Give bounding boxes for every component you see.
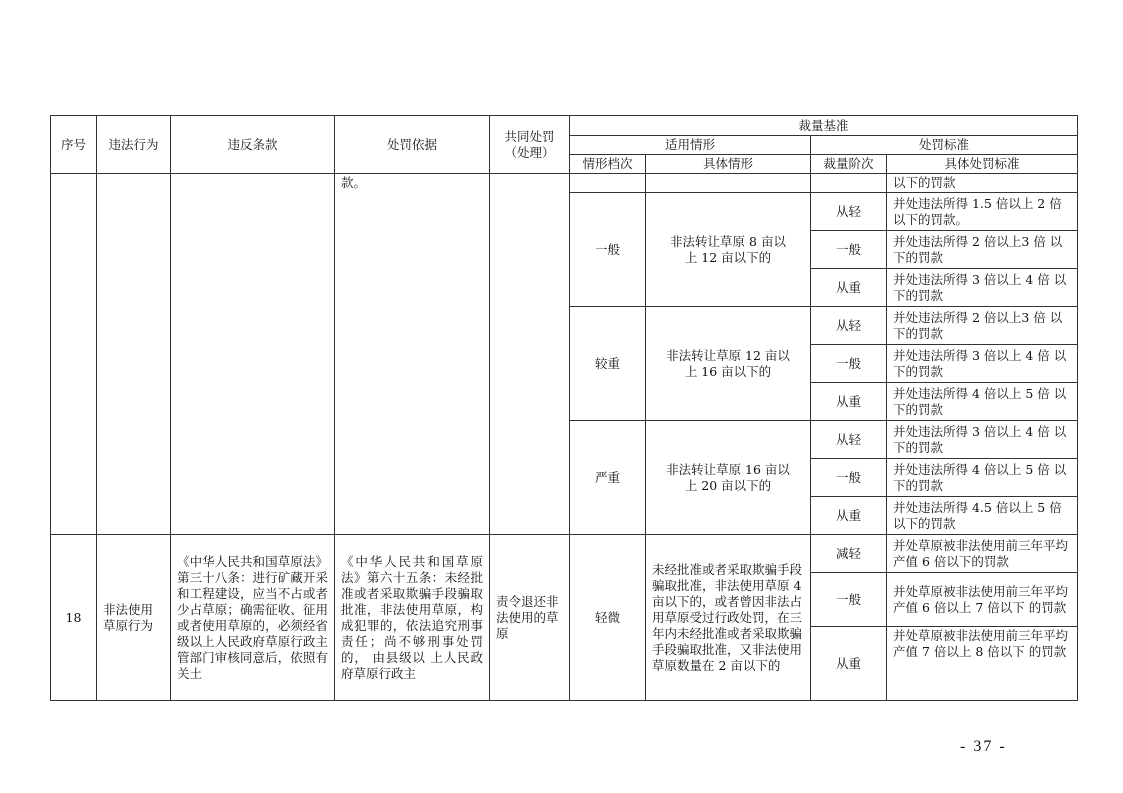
header-row-1: [51, 116, 1078, 136]
detail-cell: 并处违法所得 3 倍以上 4 倍 以下的罚款: [887, 421, 1078, 459]
cont-stage-cell: [811, 174, 887, 193]
header-situation: 具体情形: [646, 155, 811, 174]
cont-level-cell: [570, 174, 646, 193]
header-discretion: 裁量基准: [570, 116, 1078, 136]
situation-line: 上 16 亩以下的: [684, 363, 772, 379]
header-level: 情形档次: [570, 155, 646, 174]
detail-cell: 并处违法所得 3 倍以上 4 倍 以下的罚款: [887, 269, 1078, 307]
detail-cell: 并处违法所得 2 倍以上3 倍 以下的罚款: [887, 307, 1078, 345]
level-cell: 一般: [570, 193, 646, 307]
header-joint-line1: 共同处罚: [504, 128, 555, 144]
stage-cell: 一般: [811, 459, 887, 497]
detail-cell: 并处违法所得 4.5 倍以上 5 倍 以下的罚款: [887, 497, 1078, 535]
cont-joint-cell: [490, 174, 570, 535]
header-joint-line2: （处理）: [504, 144, 555, 160]
header-detail: 具体处罚标准: [887, 155, 1078, 174]
item18-basis: 《中华人民共和国草原法》第六十五条：未经批准或者采取欺骗手段骗取批准，非法使用草原，构成犯罪的，依法追究刑事责任；尚不够刑事处罚的， 由县级以 上人民政府草原行政主: [335, 535, 490, 701]
header-joint: [490, 116, 570, 174]
item18-clause: 《中华人民共和国草原法》第三十八条：进行矿藏开采和工程建设，应当不占或者少占草原；确需征收、征用或者使用草原的，必须经省级以上人民政府草原行政主管部门审核同意后，依照有关土: [171, 535, 335, 701]
stage-cell: 从重: [811, 627, 887, 701]
situation-line: 上 12 亩以下的: [684, 249, 772, 265]
detail-cell: 并处草原被非法使用前三年平均产值 6 倍以下的罚款: [887, 535, 1078, 573]
stage-cell: 一般: [811, 345, 887, 383]
situation-cell: [646, 421, 811, 535]
header-stage: 裁量阶次: [811, 155, 887, 174]
situation-line: 非法转让草原 8 亩以: [670, 233, 786, 249]
header-applicable: 适用情形: [570, 136, 811, 155]
header-clause: 违反条款: [171, 116, 335, 174]
stage-cell: 一般: [811, 573, 887, 627]
header-act: 违法行为: [97, 116, 171, 174]
cont-situation-cell: [646, 174, 811, 193]
item18-act: 非法使用草原行为: [97, 535, 171, 701]
stage-cell: 从重: [811, 269, 887, 307]
table-row: [51, 535, 1078, 573]
detail-cell: 并处草原被非法使用前三年平均产值 6 倍以上 7 倍以下 的罚款: [887, 573, 1078, 627]
stage-cell: 减轻: [811, 535, 887, 573]
penalty-discretion-table: [50, 115, 1078, 701]
header-standard: 处罚标准: [811, 136, 1078, 155]
detail-cell: 并处违法所得 4 倍以上 5 倍 以下的罚款: [887, 459, 1078, 497]
stage-cell: 从轻: [811, 307, 887, 345]
detail-cell: 并处草原被非法使用前三年平均产值 7 倍以上 8 倍以下 的罚款: [887, 627, 1078, 701]
header-basis: 处罚依据: [335, 116, 490, 174]
table-row: [51, 174, 1078, 193]
detail-cell: 并处违法所得 3 倍以上 4 倍 以下的罚款: [887, 345, 1078, 383]
stage-cell: 从重: [811, 497, 887, 535]
level-cell: 较重: [570, 307, 646, 421]
situation-line: 非法转让草原 12 亩以: [666, 347, 790, 363]
header-seq: 序号: [51, 116, 97, 174]
stage-cell: 一般: [811, 231, 887, 269]
stage-cell: 从轻: [811, 421, 887, 459]
cont-clause-cell: [171, 174, 335, 535]
detail-cell: 并处违法所得 1.5 倍以上 2 倍 以下的罚款。: [887, 193, 1078, 231]
item18-seq: 18: [51, 535, 97, 701]
cont-seq-cell: [51, 174, 97, 535]
situation-cell: [646, 193, 811, 307]
detail-cell: 并处违法所得 4 倍以上 5 倍 以下的罚款: [887, 383, 1078, 421]
cont-basis-cell: 款。: [335, 174, 490, 535]
situation-line: 非法转让草原 16 亩以: [666, 461, 790, 477]
detail-cell: 并处违法所得 2 倍以上3 倍 以下的罚款: [887, 231, 1078, 269]
page-number: - 37 -: [960, 738, 1007, 755]
situation-cell: [646, 307, 811, 421]
item18-level: 轻微: [570, 535, 646, 701]
stage-cell: 从轻: [811, 193, 887, 231]
cont-act-cell: [97, 174, 171, 535]
situation-line: 上 20 亩以下的: [684, 477, 772, 493]
level-cell: 严重: [570, 421, 646, 535]
item18-joint: 责令退还非法使用的草原: [490, 535, 570, 701]
stage-cell: 从重: [811, 383, 887, 421]
item18-situation: 未经批准或者采取欺骗手段骗取批准，非法使用草原 4 亩以下的，或者曾因非法占用草原受过行政处罚，在三年内未经批准或者采取欺骗手段骗取批准，又非法使用草原数量在 2 亩以下的: [646, 535, 811, 701]
cont-detail-cell: 以下的罚款: [887, 174, 1078, 193]
